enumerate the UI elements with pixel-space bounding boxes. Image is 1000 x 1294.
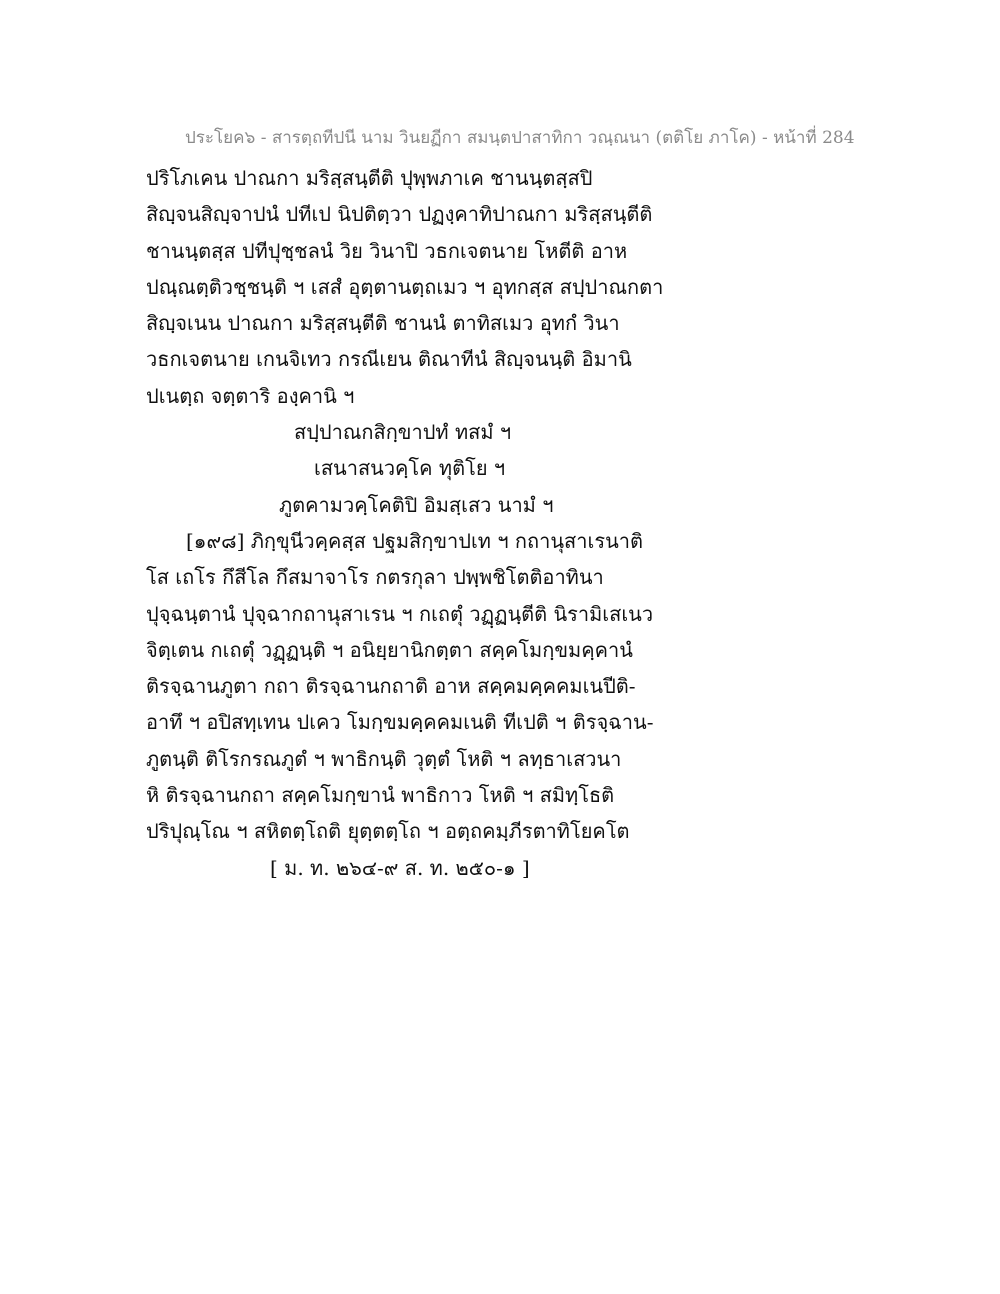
document-body bbox=[146, 160, 706, 886]
paragraph-start-line: [๑๙๘] ภิกฺขุนีวคฺคสฺส ปฐมสิกฺขาปเท ฯ กถานุสาเรนาติ bbox=[186, 528, 643, 553]
text-line: จิตฺเตน กเถตุํ วฏฺฏนฺติ ฯ อนิยฺยานิกตฺตา สคฺคโมกฺขมคฺคานํ bbox=[146, 637, 633, 662]
text-line: วธกเจตนาย เกนจิเทว กรณีเยน ติณาทีนํ สิญฺจนนฺติ อิมานิ bbox=[146, 347, 632, 372]
chapter-alt-title: ภูตคามวคฺโคติปิ อิมสฺเสว นามํ ฯ bbox=[279, 492, 554, 517]
text-line: สิญฺจนสิญฺจาปนํ ปทีเป นิปติตฺวา ปฏงฺคาทิปาณกา มริสฺสนฺตีติ bbox=[146, 202, 653, 227]
text-line: ชานนฺตสฺส ปทีปุชฺชลนํ วิย วินาปิ วธกเจตนาย โหตีติ อาห bbox=[146, 238, 628, 263]
text-line: ภูตนฺติ ติโรกรณภูตํ ฯ พาธิกนฺติ วุตฺตํ โหติ ฯ ลทฺธาเสวนา bbox=[146, 746, 622, 771]
reference-citation: [ ม. ท. ๒๖๔-๙ ส. ท. ๒๕๐-๑ ] bbox=[270, 855, 530, 880]
text-line: อาทึ ฯ อปิสทฺเทน ปเคว โมกฺขมคฺคคมเนติ ทีเปติ ฯ ติรจฺฉาน- bbox=[146, 710, 654, 735]
page-header: ประโยค๖ - สารตฺถทีปนี นาม วินยฏีกา สมนฺตปาสาทิกา วณฺณนา (ตติโย ภาโค) - หน้าที่ 284 bbox=[185, 128, 855, 148]
text-line: ติรจฺฉานภูตา กถา ติรจฺฉานกถาติ อาห สคฺคมคฺคคมเนปีติ- bbox=[146, 674, 636, 699]
text-line: ปุจฺฉนฺตานํ ปุจฺฉากถานุสาเรน ฯ กเถตุํ วฏฺฏนฺตีติ นิรามิเสเนว bbox=[146, 601, 654, 626]
text-line: หิ ติรจฺฉานกถา สคฺคโมกฺขานํ พาธิกาว โหติ ฯ สมิทฺโธติ bbox=[146, 783, 615, 808]
text-line: ปณฺณตฺติวชฺชนฺติ ฯ เสสํ อุตฺตานตฺถเมว ฯ อุทกสฺส สปฺปาณกตา bbox=[146, 274, 664, 299]
text-line: สิญฺจเนน ปาณกา มริสฺสนฺตีติ ชานนํ ตาทิสเมว อุทกํ วินา bbox=[146, 311, 620, 336]
text-line: ปริปุณฺโณ ฯ สหิตตฺโถติ ยุตฺตตฺโถ ฯ อตฺถคมฺภีรตาทิโยคโต bbox=[146, 819, 630, 844]
text-line: ปริโภเคน ปาณกา มริสฺสนฺตีติ ปุพฺพภาเค ชานนฺตสฺสปิ bbox=[146, 166, 593, 190]
chapter-end-title: เสนาสนวคฺโค ทุติโย ฯ bbox=[314, 456, 506, 481]
section-end-title: สปฺปาณกสิกฺขาปทํ ทสมํ ฯ bbox=[294, 420, 512, 445]
text-line: ปเนตฺถ จตฺตาริ องฺคานิ ฯ bbox=[146, 383, 355, 408]
text-line: โส เถโร กึสีโล กึสมาจาโร กตรกุลา ปพฺพชิโตติอาทินา bbox=[146, 565, 604, 590]
